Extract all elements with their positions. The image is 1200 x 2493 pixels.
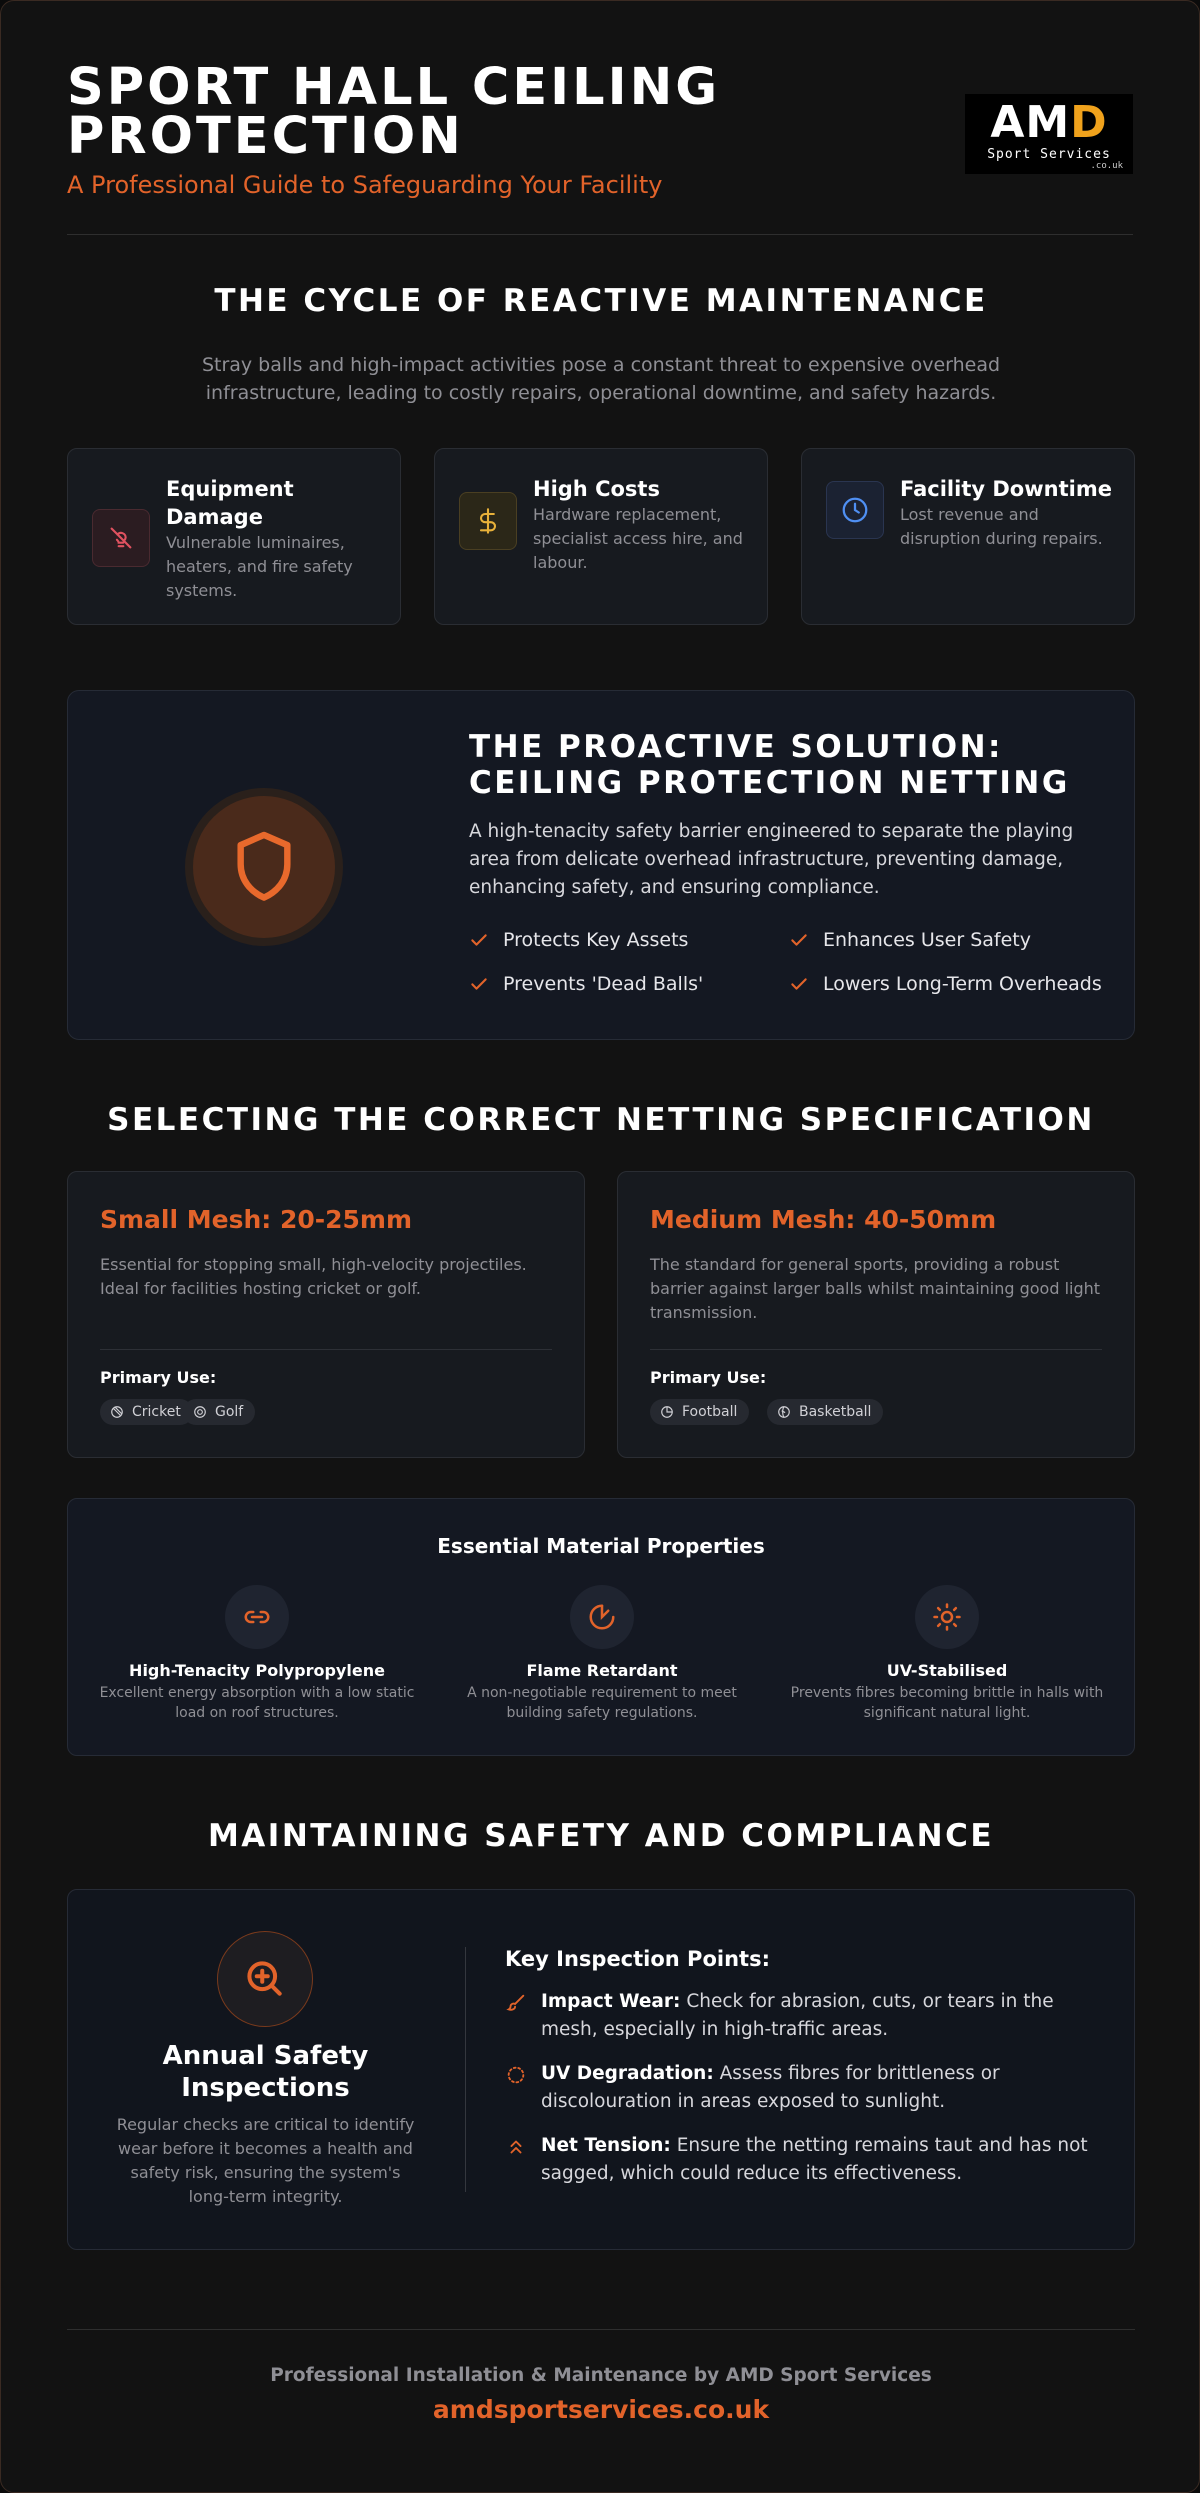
maintenance-section-title: MAINTAINING SAFETY AND COMPLIANCE [207,1818,995,1854]
use-chip-label: Cricket [132,1404,181,1420]
inspection-point [505,2132,1095,2188]
vertical-divider [465,1947,466,2192]
material-name: High-Tenacity Polypropylene [129,1661,385,1680]
footer-divider [67,2329,1135,2330]
inspection-point-text: Ensure the netting remains taut and has not sagged, which could reduce its effectiveness. [541,2135,1088,2184]
shield-icon [229,829,299,905]
inspection-point [505,1988,1095,2044]
material-description: Prevents fibres becoming brittle in halls with significant natural light. [790,1685,1104,1721]
flame-gauge-icon [570,1585,634,1649]
mesh-title: Medium Mesh: 40-50mm [650,1205,997,1234]
problem-title: Equipment Damage [166,477,294,529]
netting-section-title: SELECTING THE CORRECT NETTING SPECIFICATION [107,1102,1095,1138]
dollar-icon [459,492,517,550]
header [67,1,1133,235]
damaged-light-icon [92,509,150,567]
problem-card-costs [434,448,768,625]
solution-title: THE PROACTIVE SOLUTION: CEILING PROTECTION NETTING [469,729,1070,801]
mesh-description: The standard for general sports, providing a robust barrier against larger balls whilst maintaining good light transmission. [650,1255,1101,1322]
inspection-point-text: Assess fibres for brittleness or discolouration in areas exposed to sunlight. [541,2063,1000,2112]
problem-title: High Costs [533,477,660,501]
logo-text-d: D [1070,97,1108,148]
problem-title: Facility Downtime [900,477,1112,501]
use-chip-cricket [100,1399,193,1425]
cycle-description: Stray balls and high-impact activities pose a constant threat to expensive overhead infrastructure, leading to costly repairs, operational downtime, and safety hazards. [201,354,1001,404]
use-chip-label: Football [682,1404,738,1420]
use-chip-golf [183,1399,255,1425]
solution-description: A high-tenacity safety barrier engineered to separate the playing area from delicate overhead infrastructure, preventing damage, enhancing safety, and ensuring compliance. [469,821,1074,898]
check-icon [469,974,489,994]
inspection-point-label: Impact Wear: [541,1991,681,2012]
use-chip-label: Golf [215,1404,244,1420]
logo-subtext: Sport Services [987,147,1111,162]
problem-description: Lost revenue and disruption during repairs. [900,505,1103,548]
inspection-point-label: Net Tension: [541,2135,671,2156]
logo-tld: .co.uk [1090,161,1123,171]
divider [100,1349,552,1350]
material-description: Excellent energy absorption with a low static load on roof structures. [99,1685,415,1721]
brush-icon [505,1992,527,2014]
inspection-point [505,2060,1095,2116]
zoom-in-icon [243,1957,287,2001]
benefit-label: Enhances User Safety [823,929,1031,951]
use-chip-basketball [767,1399,883,1425]
inspection-point-text: Check for abrasion, cuts, or tears in the mesh, especially in high-traffic areas. [541,1991,1054,2040]
benefit-item [789,973,1102,995]
inspection-points-title: Key Inspection Points: [505,1947,770,1971]
sun-icon [915,1585,979,1649]
footer-website-link[interactable]: amdsportservices.co.uk [432,2395,770,2424]
material-name: UV-Stabilised [886,1661,1008,1680]
material-description: A non-negotiable requirement to meet building safety regulations. [467,1685,737,1721]
check-icon [789,974,809,994]
problem-description: Vulnerable luminaires, heaters, and fire safety systems. [166,533,353,600]
footer-text: Professional Installation & Maintenance by AMD Sport Services [270,2365,932,2386]
benefit-item [469,973,703,995]
benefit-item [469,929,688,951]
mesh-description: Essential for stopping small, high-velocity projectiles. Ideal for facilities hosting cricket or golf. [100,1255,527,1298]
basketball-icon [777,1405,791,1419]
link-icon [225,1585,289,1649]
primary-use-label: Primary Use: [650,1368,767,1387]
benefit-label: Prevents 'Dead Balls' [503,973,704,995]
chevrons-up-icon [505,2136,527,2158]
page-title: SPORT HALL CEILING PROTECTION [67,58,721,166]
problem-card-downtime [801,448,1135,625]
golf-target-icon [193,1405,207,1419]
mesh-card-small [67,1171,585,1458]
use-chip-football [650,1399,749,1425]
inspection-point-label: UV Degradation: [541,2063,714,2084]
use-chip-label: Basketball [799,1404,872,1420]
shield-badge [185,788,343,946]
amd-logo [965,94,1133,174]
page-subtitle: A Professional Guide to Safeguarding Your Facility [67,171,663,199]
materials-title: Essential Material Properties [437,1534,765,1558]
mesh-title: Small Mesh: 20-25mm [100,1205,413,1234]
benefit-item [789,929,1031,951]
check-icon [789,930,809,950]
uv-dotted-sun-icon [505,2064,527,2086]
benefit-label: Protects Key Assets [503,929,689,951]
annual-inspections-title: Annual Safety Inspections [162,2041,369,2103]
problem-card-equipment [67,448,401,625]
benefit-label: Lowers Long-Term Overheads [823,973,1102,995]
cricket-ball-icon [110,1405,124,1419]
maintenance-panel [67,1889,1135,2250]
football-icon [660,1405,674,1419]
annual-inspections-description: Regular checks are critical to identify wear before it becomes a health and safety risk, ensuring the system's long-term integrity. [116,2115,415,2206]
materials-panel [67,1498,1135,1756]
solution-panel [67,690,1135,1040]
mesh-card-medium [617,1171,1135,1458]
clock-icon [826,481,884,539]
check-icon [469,930,489,950]
primary-use-label: Primary Use: [100,1368,217,1387]
cycle-section-title: THE CYCLE OF REACTIVE MAINTENANCE [214,283,988,319]
divider [650,1349,1102,1350]
material-name: Flame Retardant [526,1661,678,1680]
problem-description: Hardware replacement, specialist access hire, and labour. [533,505,743,572]
logo-text-am: AM [990,97,1071,148]
magnifier-badge [217,1931,313,2027]
